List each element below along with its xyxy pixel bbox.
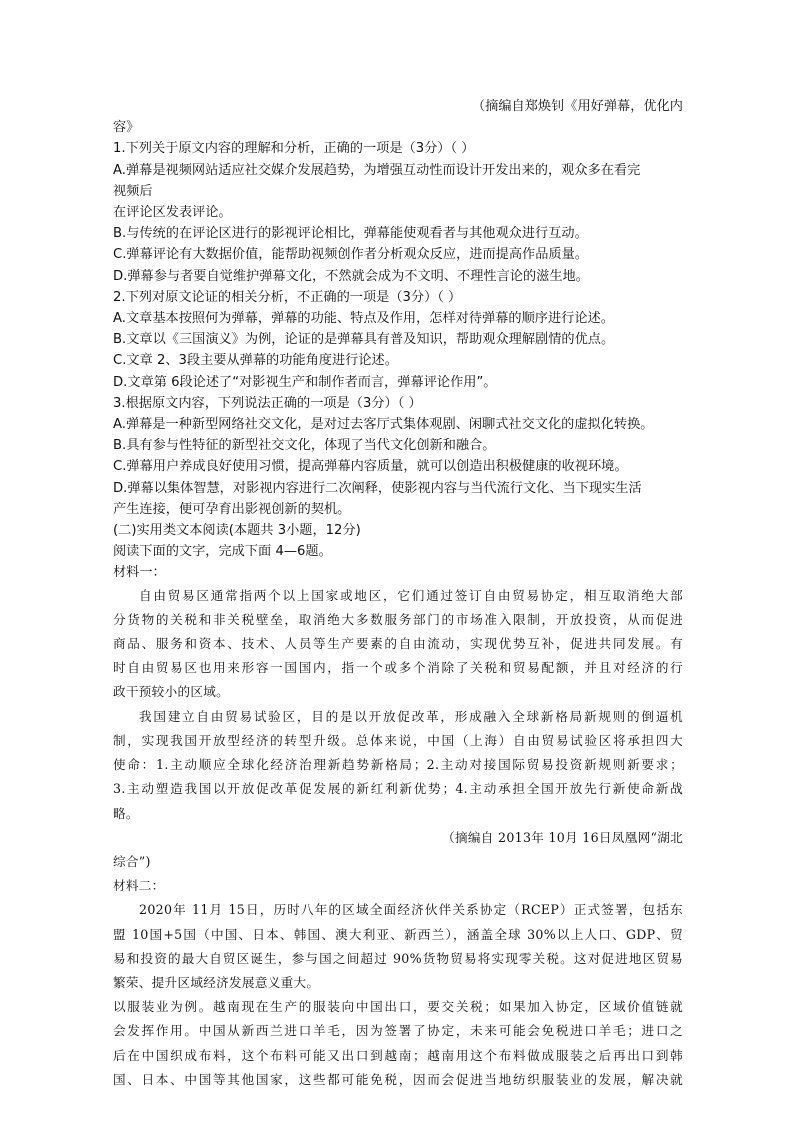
section-2-instruction: 阅读下面的文字，完成下面 4—6题。: [113, 544, 332, 560]
question-3-stem: 3.根据原文内容，下列说法正确的一项是（3分）（ ）: [113, 395, 422, 411]
material-1-para-2-line: 制，实现我国开放型经济的转型升级。总体来说，中国（上海）自由贸易试验区将承担四大: [113, 732, 683, 748]
question-1-option-a-cont2: 在评论区发表评论。: [113, 205, 232, 221]
material-1-para-1-line: 政干预较小的区域。: [113, 684, 230, 700]
question-3-option-d: D.弹幕以集体智慧，对影视内容进行二次阐释，使影视内容与当代流行文化、当下现实生活: [113, 480, 642, 496]
question-1-option-d: D.弹幕参与者要自觉维护弹幕文化，不然就会成为不文明、不理性言论的滋生地。: [113, 268, 589, 284]
source-citation-2: （摘编自 2013年 10月 16日凤凰网“湖北: [442, 829, 683, 845]
material-2-para-1-line: 繁荣、提升区域经济发展意义重大。: [113, 974, 320, 990]
material-1-para-2-line: 使命：1.主动顺应全球化经济治理新趋势新格局；2.主动对接国际贸易投资新规则新要求；: [113, 757, 683, 773]
material-2-label: 材料二：: [113, 878, 165, 894]
question-2-option-d: D.文章第 6段论述了“对影视生产和制作者而言，弹幕评论作用”。: [113, 374, 497, 390]
material-2-para-1-line: 盟 10国+5国（中国、日本、韩国、澳大利亚、新西兰），涵盖全球 30%以上人口、GDP、贸: [113, 926, 683, 942]
material-1-para-1-line: 自由贸易区通常指两个以上国家或地区，它们通过签订自由贸易协定，相互取消绝大部: [139, 587, 683, 603]
material-2-para-1-line: 2020年 11月 15日，历时八年的区域全面经济伙伴关系协定（RCEP）正式签署，包括东: [139, 902, 683, 918]
source-citation-1: （摘编自郑焕钊《用好弹幕，优化内: [472, 99, 683, 114]
material-1-label: 材料一：: [113, 565, 166, 581]
source-citation-1-cont: 容》: [113, 120, 140, 136]
material-2-para-2-line: 会发挥作用。中国从新西兰进口羊毛，因为签署了协定，未来可能会免税进口羊毛；进口之: [113, 1023, 683, 1039]
material-2-para-2-line: 国、日本、中国等其他国家，这些都可能免税，因而会促进当地纺织服装业的发展，解决就: [113, 1071, 683, 1087]
material-1-para-1-line: 分货物的关税和非关税壁垒，取消绝大多数服务部门的市场准入限制，开放投资，从而促进: [113, 611, 683, 627]
material-1-para-2-line: 3.主动塑造我国以开放促改革促发展的新红利新优势；4.主动承担全国开放先行新使命新战: [113, 781, 683, 797]
question-1-option-c: C.弹幕评论有大数据价值，能帮助视频创作者分析观众反应，进而提高作品质量。: [113, 247, 588, 263]
question-3-option-a: A.弹幕是一种新型网络社交文化，是对过去客厅式集体观剧、闲聊式社交文化的虚拟化转换。: [113, 417, 654, 433]
question-2-option-c: C.文章 2、3段主要从弹幕的功能角度进行论述。: [113, 353, 398, 369]
section-2-body: [113, 584, 683, 1092]
question-2-option-b: B.文章以《三国演义》为例，论证的是弹幕具有普及知识，帮助观众理解剧情的优点。: [113, 332, 615, 348]
question-1-option-a: A.弹幕是视频网站适应社交媒介发展趋势，为增强互动性而设计开发出来的，观众多在看完: [113, 162, 641, 178]
material-2-para-2-line: 后在中国织成布料，这个布料可能又出口到越南；越南用这个布料做成服装之后再出口到韩: [113, 1047, 683, 1063]
question-1-stem: 1.下列关于原文内容的理解和分析，正确的一项是（3分）（ ）: [113, 141, 475, 157]
question-1-option-b: B.与传统的在评论区进行的影视评论相比，弹幕能使观看者与其他观众进行互动。: [113, 226, 588, 242]
material-2-para-2-line: 以服装业为例。越南现在生产的服装向中国出口，要交关税；如果加入协定，区域价值链就: [113, 999, 683, 1015]
section-2-heading: (二)实用类文本阅读(本题共 3小题，12分): [113, 523, 361, 539]
question-3-option-b: B.具有参与性特征的新型社交文化，体现了当代文化创新和融合。: [113, 438, 496, 454]
material-1-para-1-line: 时自由贸易区也用来形容一国国内，指一个或多个消除了关税和贸易配额，并且对经济的行: [113, 660, 683, 676]
question-2-stem: 2.下列对原文论证的相关分析，不正确的一项是（3分）（ ）: [113, 289, 462, 305]
question-2-option-a: A.文章基本按照何为弹幕，弹幕的功能、特点及作用，怎样对待弹幕的顺序进行论述。: [113, 311, 614, 327]
document-page: [113, 96, 683, 1092]
material-1-para-2-line: 略。: [113, 805, 139, 821]
material-1-para-2-line: 我国建立自由贸易试验区，目的是以开放促改革，形成融入全球新格局新规则的倒逼机: [139, 708, 683, 724]
material-1-para-1-line: 商品、服务和资本、技术、人员等生产要素的自由流动，实现优势互补，促进共同发展。有: [113, 636, 683, 652]
question-3-option-c: C.弹幕用户养成良好使用习惯，提高弹幕内容质量，就可以创造出积极健康的收视环境。: [113, 459, 628, 475]
source-citation-2-cont: 综合”): [113, 853, 151, 869]
question-1-option-a-cont: 视频后: [113, 183, 153, 199]
material-2-para-1-line: 易和投资的最大自贸区诞生，参与国之间超过 90%货物贸易将实现零关税。这对促进地区贸易: [113, 950, 683, 966]
question-3-option-d-cont: 产生连接，便可孕育出影视创新的契机。: [113, 501, 351, 517]
